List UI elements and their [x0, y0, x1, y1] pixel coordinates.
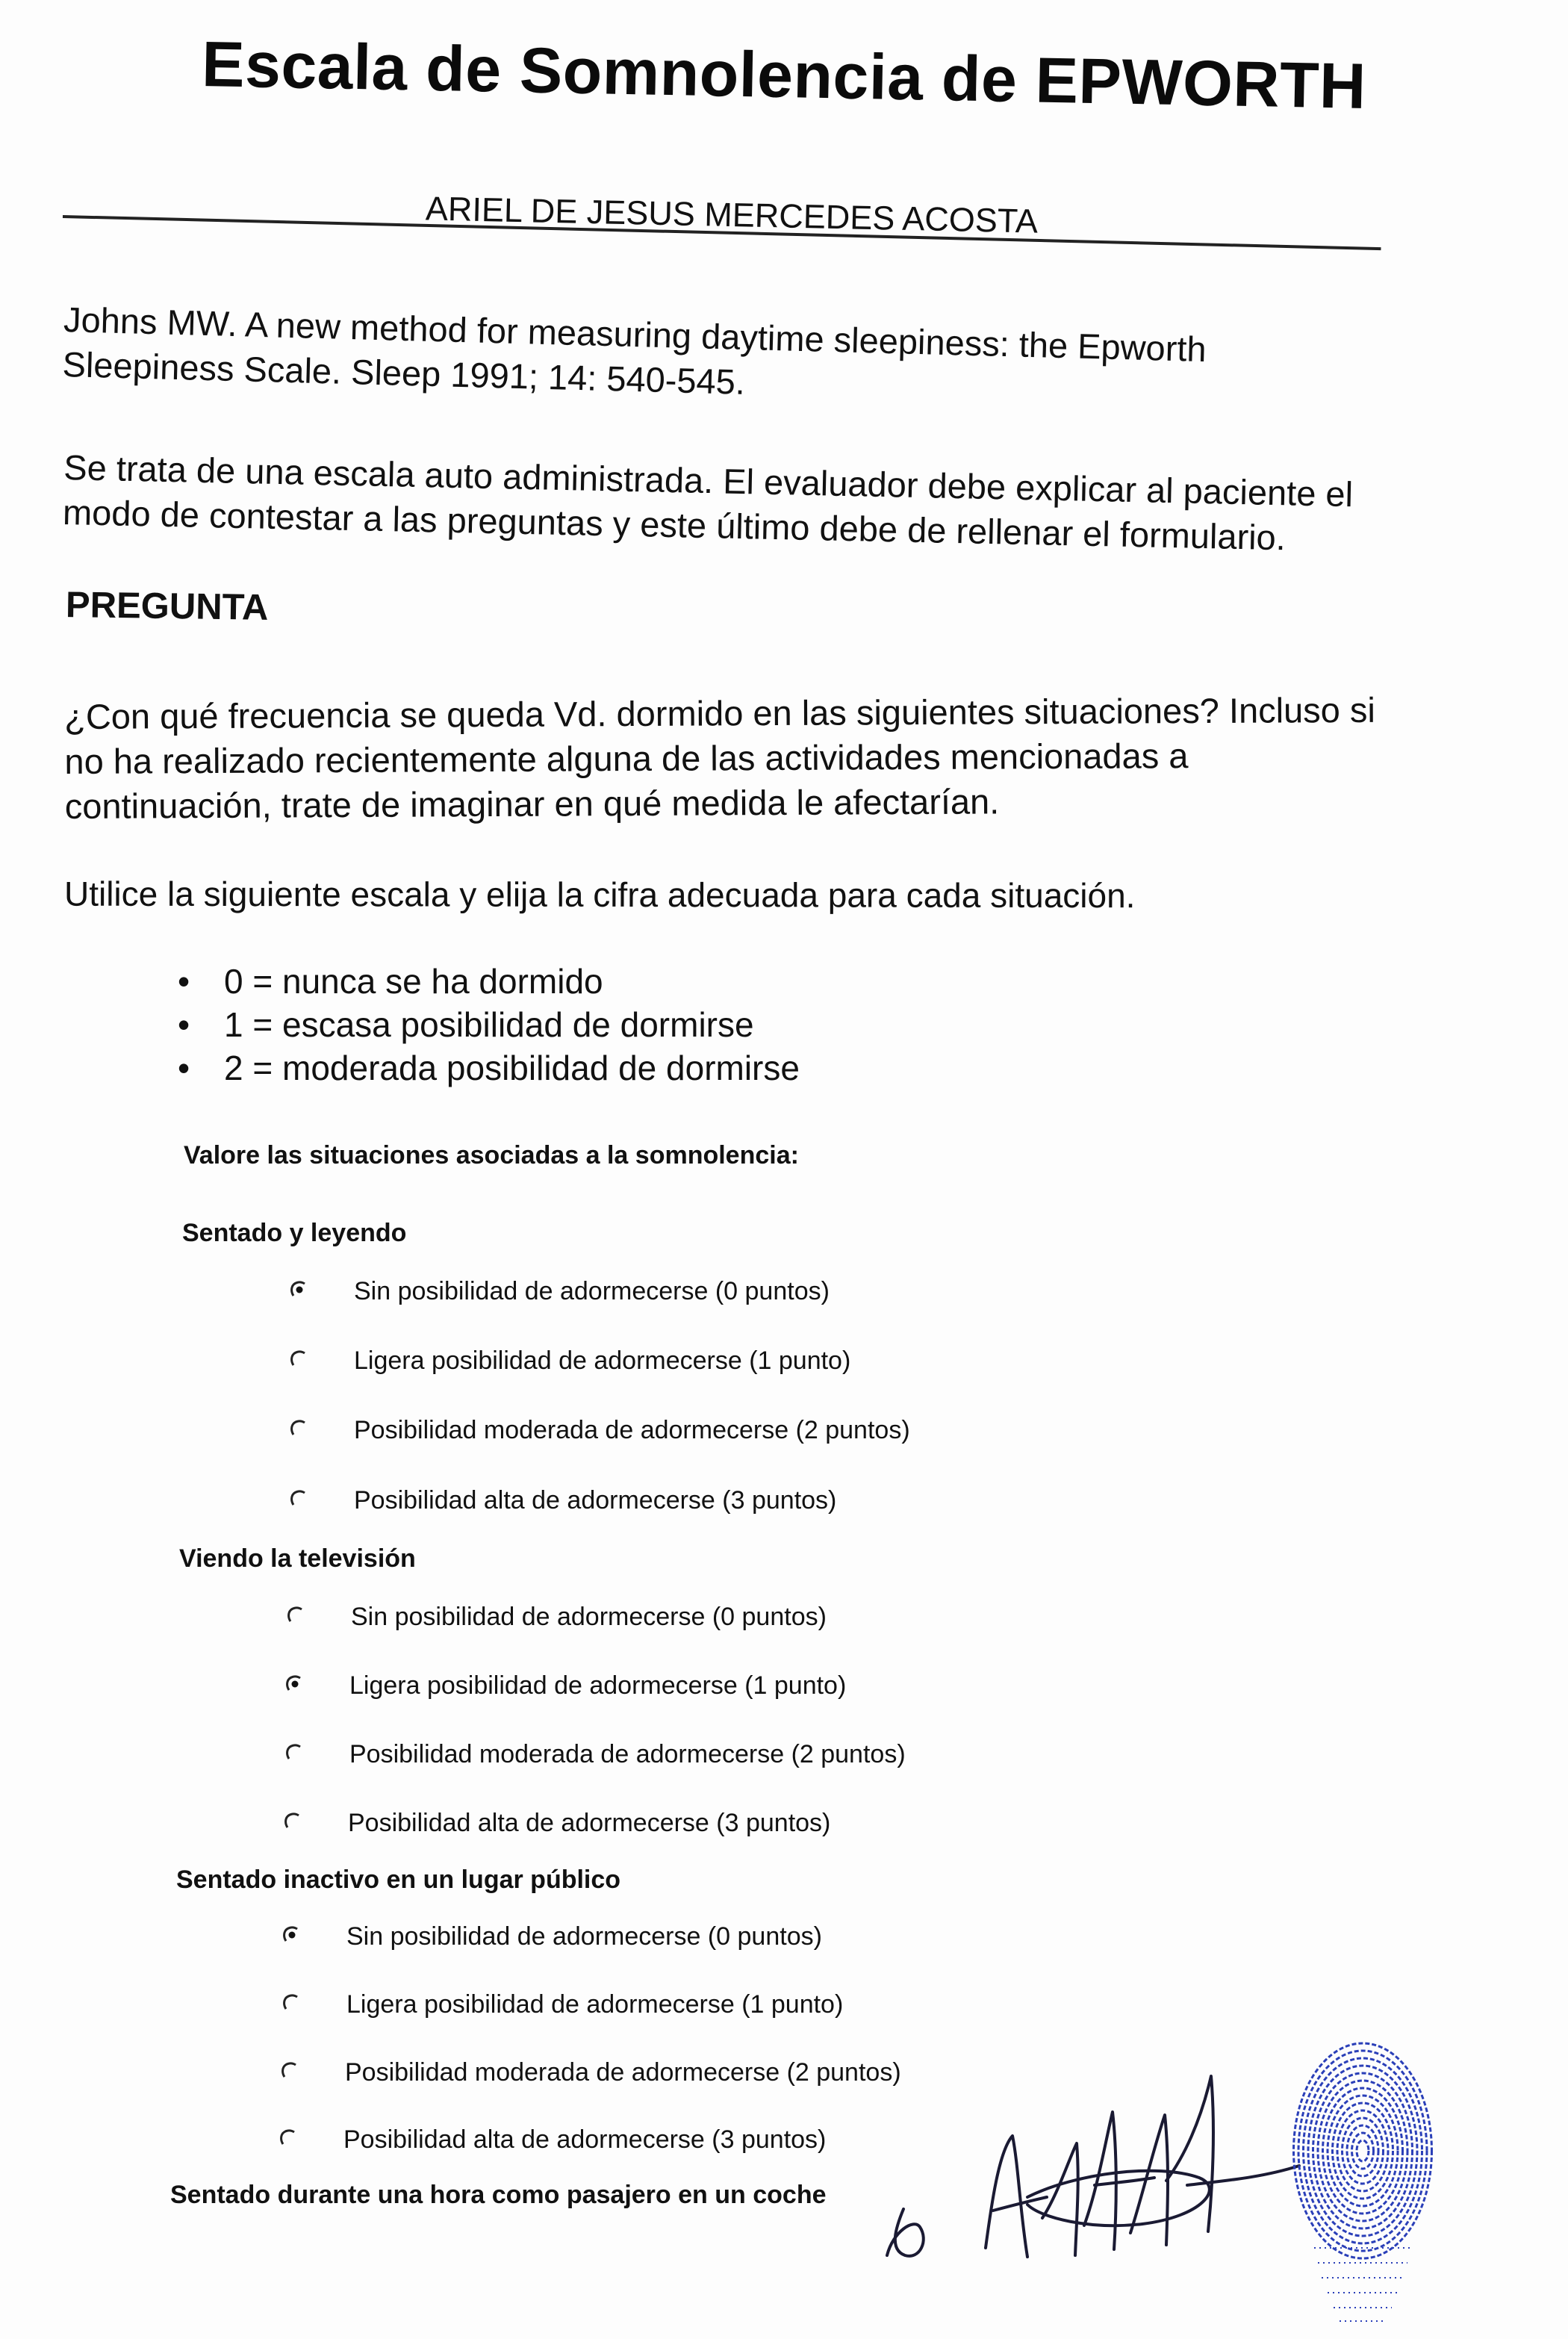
radio-icon[interactable]: [282, 1925, 300, 1943]
fingerprint-ridge: [1308, 2066, 1417, 2236]
fingerprint-ridge: [1357, 2140, 1369, 2161]
fingerprint-ridge: [1294, 2043, 1432, 2258]
instruction-text: Utilice la siguiente escala y elija la cifra adecuada para cada situación.: [63, 874, 1136, 916]
radio-icon[interactable]: [281, 2061, 299, 2079]
radio-ring: [292, 1491, 305, 1505]
option-label: Posibilidad alta de adormecerse (3 puntos): [354, 1486, 837, 1515]
radio-icon[interactable]: [290, 1489, 308, 1507]
option-label: Ligera posibilidad de adormecerse (1 punto): [349, 1671, 847, 1700]
radio-ring: [284, 1995, 297, 2009]
option-label: Ligera posibilidad de adormecerse (1 punto): [354, 1346, 851, 1375]
option-label: Sin posibilidad de adormecerse (0 puntos): [354, 1277, 830, 1305]
option-label: Posibilidad moderada de adormecerse (2 puntos): [345, 2058, 901, 2087]
fingerprint-mark: [1284, 2024, 1441, 2330]
radio-selected-dot: [296, 1287, 303, 1293]
radio-ring: [283, 2063, 296, 2077]
radio-icon[interactable]: [282, 1993, 300, 2011]
option-label: Posibilidad alta de adormecerse (3 puntos): [348, 1809, 831, 1837]
radio-icon[interactable]: [290, 1349, 308, 1367]
radio-ring: [287, 1745, 300, 1759]
radio-ring: [292, 1352, 305, 1365]
option-label: Posibilidad alta de adormecerse (3 puntos): [343, 2125, 827, 2154]
option-label: Ligera posibilidad de adormecerse (1 punto): [346, 1990, 844, 2019]
radio-icon[interactable]: [285, 1674, 303, 1692]
intro-text: Se trata de una escala auto administrada. El evaluador debe explicar al paciente el modo de contestar a las preguntas y este último debe de rellenar el formulario.: [62, 447, 1354, 558]
radio-ring: [286, 1814, 299, 1827]
citation-text: Johns MW. A new method for measuring daytime sleepiness: the Epworth Sleepiness Scale. Sleep 1991; 14: 540-545.: [61, 299, 1207, 402]
patient-name: ARIEL DE JESUS MERCEDES ACOSTA: [425, 189, 1039, 240]
fingerprint-ridge: [1352, 2133, 1374, 2169]
radio-ring: [292, 1421, 305, 1435]
radio-selected-dot: [289, 1932, 296, 1939]
scale-item: • 2 = moderada posibilidad de dormirse: [224, 1046, 800, 1090]
option-label: Posibilidad moderada de adormecerse (2 puntos): [349, 1740, 906, 1768]
radio-icon[interactable]: [285, 1743, 303, 1761]
rating-instruction: Valore las situaciones asociadas a la somnolencia:: [184, 1141, 799, 1170]
radio-icon[interactable]: [279, 2128, 297, 2146]
situation-title: Sentado inactivo en un lugar público: [176, 1866, 621, 1894]
handwritten-signature: [874, 2031, 1307, 2285]
radio-icon[interactable]: [284, 1812, 302, 1830]
situation-title: Sentado durante una hora como pasajero en un coche: [170, 2181, 827, 2209]
fingerprint-ridge: [1304, 2058, 1422, 2243]
situation-title: Sentado y leyendo: [182, 1219, 407, 1247]
fingerprint-ridge: [1337, 2110, 1388, 2191]
fingerprint-ridge: [1323, 2088, 1403, 2214]
radio-selected-dot: [292, 1681, 299, 1688]
radio-ring: [289, 1608, 302, 1621]
scale-item: • 1 = escasa posibilidad de dormirse: [224, 1003, 800, 1046]
radio-icon[interactable]: [290, 1419, 308, 1437]
option-label: Sin posibilidad de adormecerse (0 puntos): [346, 1922, 822, 1951]
page-title: Escala de Somnolencia de EPWORTH: [201, 28, 1367, 122]
situation-title: Viendo la televisión: [179, 1544, 416, 1573]
scale-list: [224, 960, 800, 1090]
radio-ring: [281, 2131, 294, 2144]
fingerprint-ridge: [1343, 2118, 1384, 2184]
option-label: Posibilidad moderada de adormecerse (2 puntos): [354, 1416, 910, 1444]
scale-item: • 0 = nunca se ha dormido: [224, 960, 800, 1003]
option-label: Sin posibilidad de adormecerse (0 puntos): [351, 1603, 827, 1631]
radio-icon[interactable]: [290, 1280, 308, 1298]
radio-icon[interactable]: [287, 1606, 305, 1624]
section-heading: PREGUNTA: [65, 585, 269, 628]
question-text: ¿Con qué frecuencia se queda Vd. dormido en las siguientes situaciones? Incluso si no ha realizado recientemente alguna de las actividades mencionadas a continuación, trate de imaginar en qué medida le afectarían.: [64, 689, 1375, 826]
